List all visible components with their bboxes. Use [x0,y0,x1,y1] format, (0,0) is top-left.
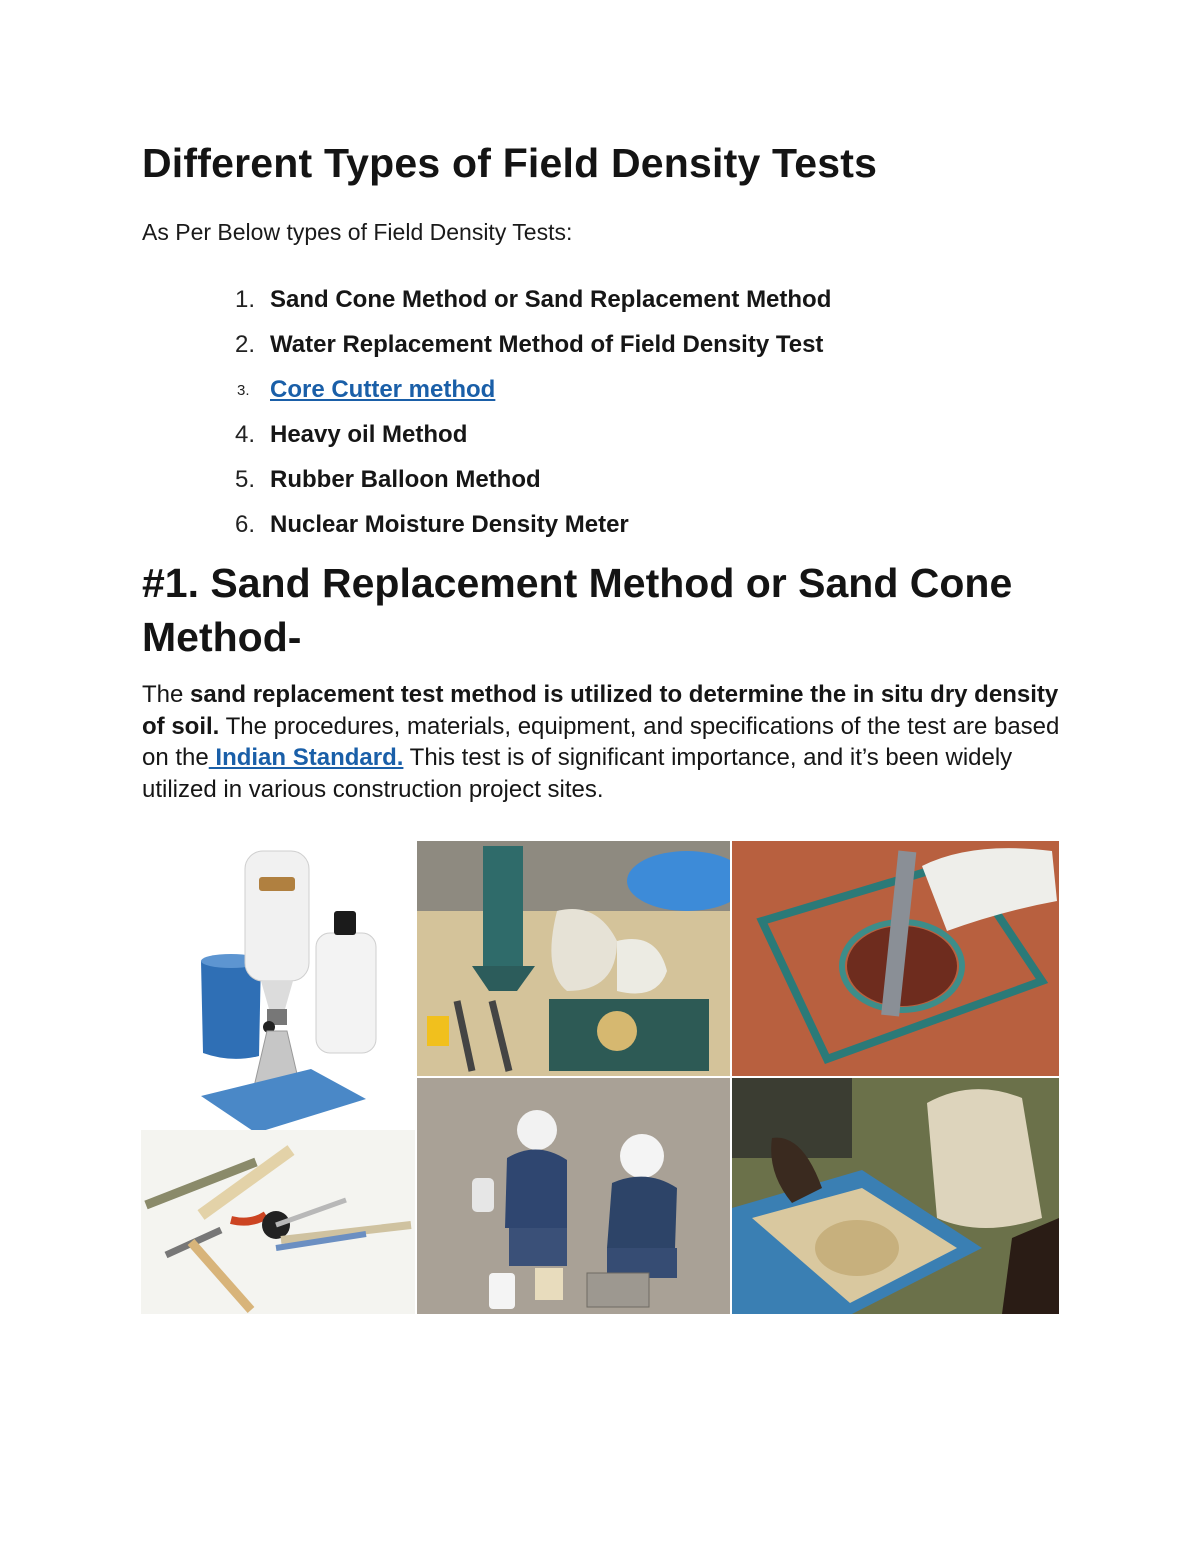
section-heading: #1. Sand Replacement Method or Sand Cone Method- [142,560,1013,660]
core-cutter-link[interactable]: Core Cutter method [270,376,496,403]
hand-tools-photo [141,1130,415,1314]
list-number: 5. [235,466,256,493]
list-item-label: Sand Cone Method or Sand Replacement Method [270,286,832,313]
paragraph-text: The procedures, materials, equipment, and specifications of the test are based on the [142,712,1060,771]
list-number: 6. [235,511,256,538]
page-title: Different Types of Field Density Tests [142,140,878,186]
list-item [200,372,831,417]
paragraph-text: The [142,681,191,708]
list-item-label: Heavy oil Method [270,421,468,448]
list-number: 1. [235,286,256,313]
list-item-label: Water Replacement Method of Field Density Test [270,331,824,358]
list-item-label: Rubber Balloon Method [270,466,541,493]
sand-pouring-photo [732,1078,1059,1314]
list-item-label: Nuclear Moisture Density Meter [270,511,629,538]
list-item [200,462,831,507]
photo-collage [141,841,1059,1314]
paragraph-bold-text: sand replacement test method is utilized to determine the in situ dry density of soil. [142,681,1059,740]
list-item [200,507,831,552]
paragraph-text: This test is of significant importance, and it’s been widely utilized in various construction project sites. [142,744,1013,803]
intro-text: As Per Below types of Field Density Tests: [142,219,573,245]
list-item [200,417,831,462]
list-item [200,282,831,327]
lab-equipment-photo [417,841,730,1076]
body-paragraph [142,679,1072,805]
sand-cone-apparatus-photo [141,841,415,1130]
list-number: 3. [237,382,250,399]
field-hole-digging-photo [732,841,1059,1076]
list-number: 4. [235,421,256,448]
workers-testing-photo [417,1078,730,1314]
indian-standard-link[interactable]: Indian Standard. [208,744,404,771]
list-number: 2. [235,331,256,358]
list-item [200,327,831,372]
test-types-list [200,282,831,552]
